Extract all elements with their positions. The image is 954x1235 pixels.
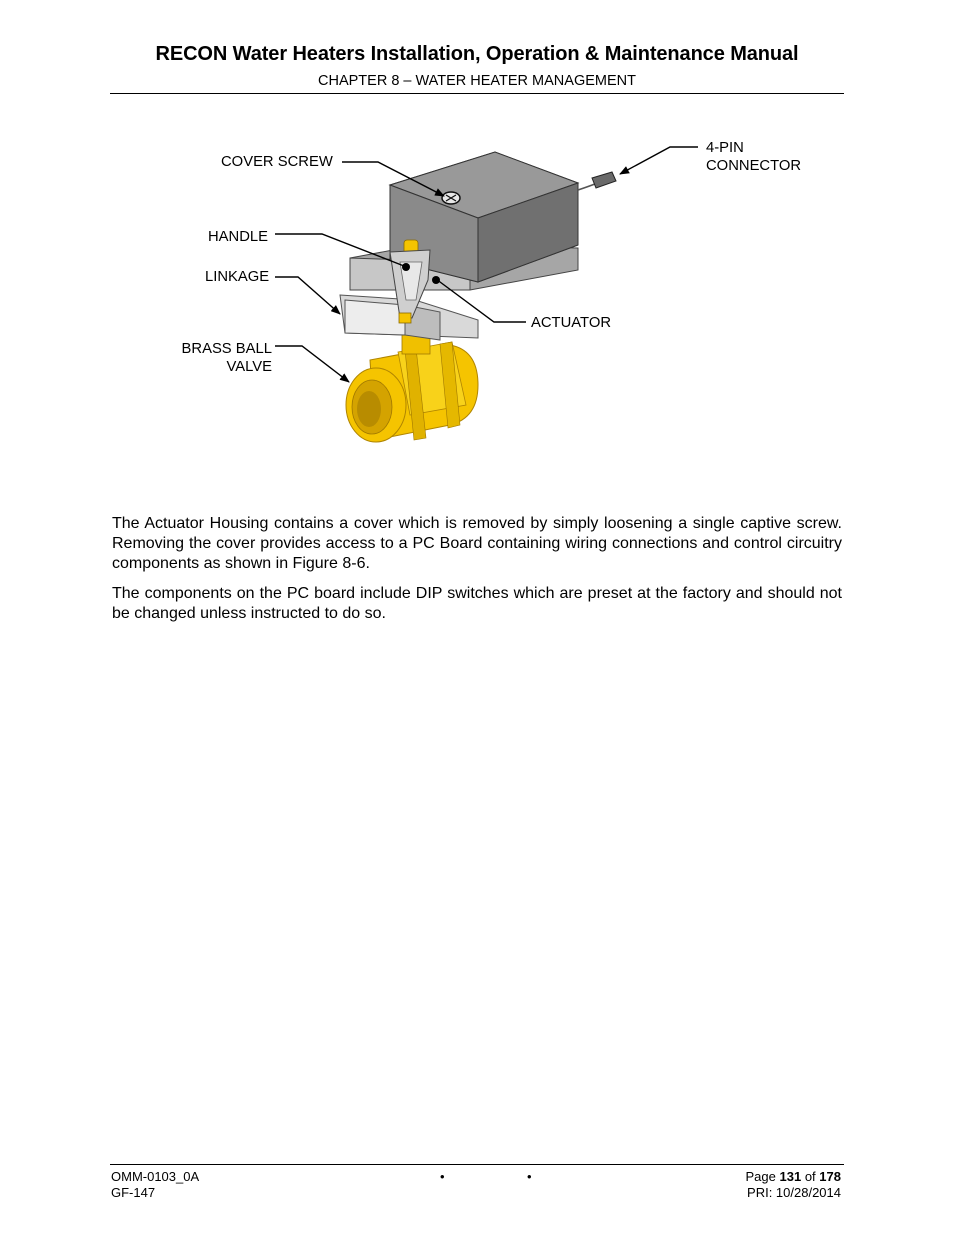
label-cover-screw: COVER SCREW [221, 154, 333, 170]
brass-ball-valve-drawing [346, 332, 478, 442]
label-brass-ball-line2: VALVE [226, 359, 272, 375]
page-total: 178 [819, 1169, 841, 1184]
cover-screw-drawing [442, 192, 460, 204]
page-of: of [804, 1169, 816, 1184]
page-current: 131 [779, 1169, 802, 1184]
body-paragraph-2: The components on the PC board include DIP switches which are preset at the factory and should not be changed unless instructed to do so. [112, 585, 842, 622]
actuator-callout-dot [432, 276, 440, 284]
footer-pri-date: PRI: 10/28/2014 [747, 1185, 841, 1200]
footer-doc-number: OMM-0103_0A [111, 1169, 200, 1184]
actuator-figure [0, 0, 954, 520]
label-brass-ball-line1: BRASS BALL [181, 341, 272, 357]
label-connector-line2: CONNECTOR [706, 158, 802, 174]
connector-drawing [578, 172, 616, 190]
footer-rule [110, 1164, 844, 1165]
label-brass-ball-valve [170, 340, 272, 376]
page-title: RECON Water Heaters Installation, Operation & Maintenance Manual [155, 43, 799, 65]
label-linkage: LINKAGE [205, 269, 270, 285]
label-4-pin-connector [706, 139, 801, 175]
footer-page-number [746, 1169, 842, 1185]
page-prefix: Page [745, 1169, 776, 1184]
handle-callout-dot [402, 263, 410, 271]
footer-bullet-2: • [527, 1169, 532, 1184]
footer-bullet-1: • [440, 1169, 445, 1184]
body-paragraph-1: The Actuator Housing contains a cover which is removed by simply loosening a single captive screw. Removing the cover provides access to a PC Board containing wiring connections and control circuitry components as shown in Figure 8-6. [112, 515, 842, 572]
chapter-heading: CHAPTER 8 – WATER HEATER MANAGEMENT [318, 73, 636, 89]
label-handle: HANDLE [208, 229, 269, 245]
footer-form-number: GF-147 [111, 1185, 156, 1200]
label-connector-line1: 4-PIN [706, 140, 744, 156]
label-actuator: ACTUATOR [531, 315, 612, 331]
